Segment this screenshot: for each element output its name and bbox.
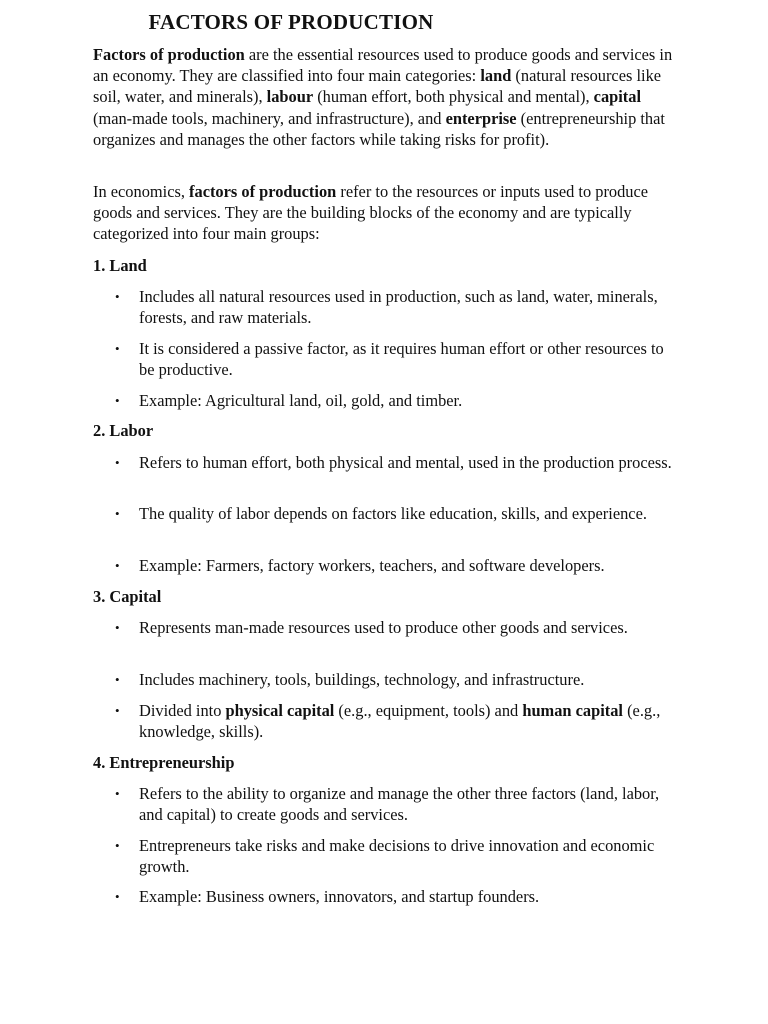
intro1-text-d: (man-made tools, machinery, and infrastructure), and [93, 108, 446, 128]
list-item-text: Represents man-made resources used to produce other goods and services. [139, 618, 628, 637]
term-factors-of-production: Factors of production [93, 45, 245, 64]
list-item-text: Includes machinery, tools, buildings, technology, and infrastructure. [139, 670, 585, 689]
bullet-icon: • [115, 838, 120, 853]
section-heading-capital: 3. Capital [93, 587, 162, 606]
intro2-text-b: refer to the resources or inputs used to produce goods and services. They are the building blocks of the economy and are typically categorized into four main groups: [93, 182, 649, 244]
bullet-icon: • [115, 506, 120, 521]
list-item-text: It is considered a passive factor, as it requires human effort or other resources to be productive. [139, 339, 664, 380]
list-item-text: Includes all natural resources used in production, such as land, water, minerals, forests, and raw materials. [139, 287, 658, 328]
list-item-text [139, 700, 673, 742]
bullet-icon: • [115, 620, 120, 635]
term-human-capital: human capital [522, 701, 623, 720]
bullet-icon: • [115, 558, 120, 573]
bullet-icon: • [115, 703, 120, 718]
intro1-text-c: (human effort, both physical and mental), [313, 87, 594, 107]
section-heading-entrepreneurship: 4. Entrepreneurship [93, 753, 235, 772]
list-item-text: Refers to human effort, both physical and mental, used in the production process. [139, 453, 672, 472]
bullet-icon: • [115, 393, 120, 408]
list-item-text: Example: Agricultural land, oil, gold, and timber. [139, 391, 463, 410]
bullet-icon: • [115, 889, 120, 904]
term-factors-of-production-2: factors of production [189, 182, 337, 201]
intro1-text-b: (natural resources like soil, water, and minerals), [93, 66, 662, 107]
intro-paragraph-2 [93, 181, 673, 245]
term-capital: capital [593, 87, 642, 107]
bullet-icon: • [115, 341, 120, 356]
bullet-icon: • [115, 786, 120, 801]
bullet-icon: • [115, 455, 120, 470]
intro1-text-e: (entrepreneurship that organizes and manages the other factors while taking risks for profit). [93, 108, 665, 149]
bullet-icon: • [115, 672, 120, 687]
document-title: FACTORS OF PRODUCTION [148, 10, 434, 34]
list-item-text: Entrepreneurs take risks and make decisions to drive innovation and economic growth. [139, 836, 655, 877]
term-physical-capital: physical capital [225, 701, 335, 720]
list-item-text: Refers to the ability to organize and manage the other three factors (land, labor, and capital) to create goods and services. [139, 784, 660, 825]
term-enterprise: enterprise [445, 108, 517, 128]
intro-paragraph-1 [93, 44, 673, 150]
list-item-text: Example: Farmers, factory workers, teachers, and software developers. [139, 556, 605, 575]
intro2-text-a: In economics, [93, 182, 190, 201]
capital-text-c: (e.g., knowledge, skills). [139, 701, 661, 742]
bullet-icon: • [115, 289, 120, 304]
intro1-text-a: are the essential resources used to produce goods and services in an economy. They are classified into four main categories: [93, 45, 673, 86]
section-heading-land: 1. Land [93, 256, 147, 275]
term-land: land [480, 66, 512, 86]
list-item-text: Example: Business owners, innovators, and startup founders. [139, 887, 540, 906]
capital-text-a: Divided into [139, 701, 226, 720]
term-labour: labour [266, 87, 314, 107]
list-item-text: The quality of labor depends on factors like education, skills, and experience. [139, 504, 647, 523]
capital-text-b: (e.g., equipment, tools) and [334, 701, 523, 720]
section-heading-labor: 2. Labor [93, 421, 154, 440]
